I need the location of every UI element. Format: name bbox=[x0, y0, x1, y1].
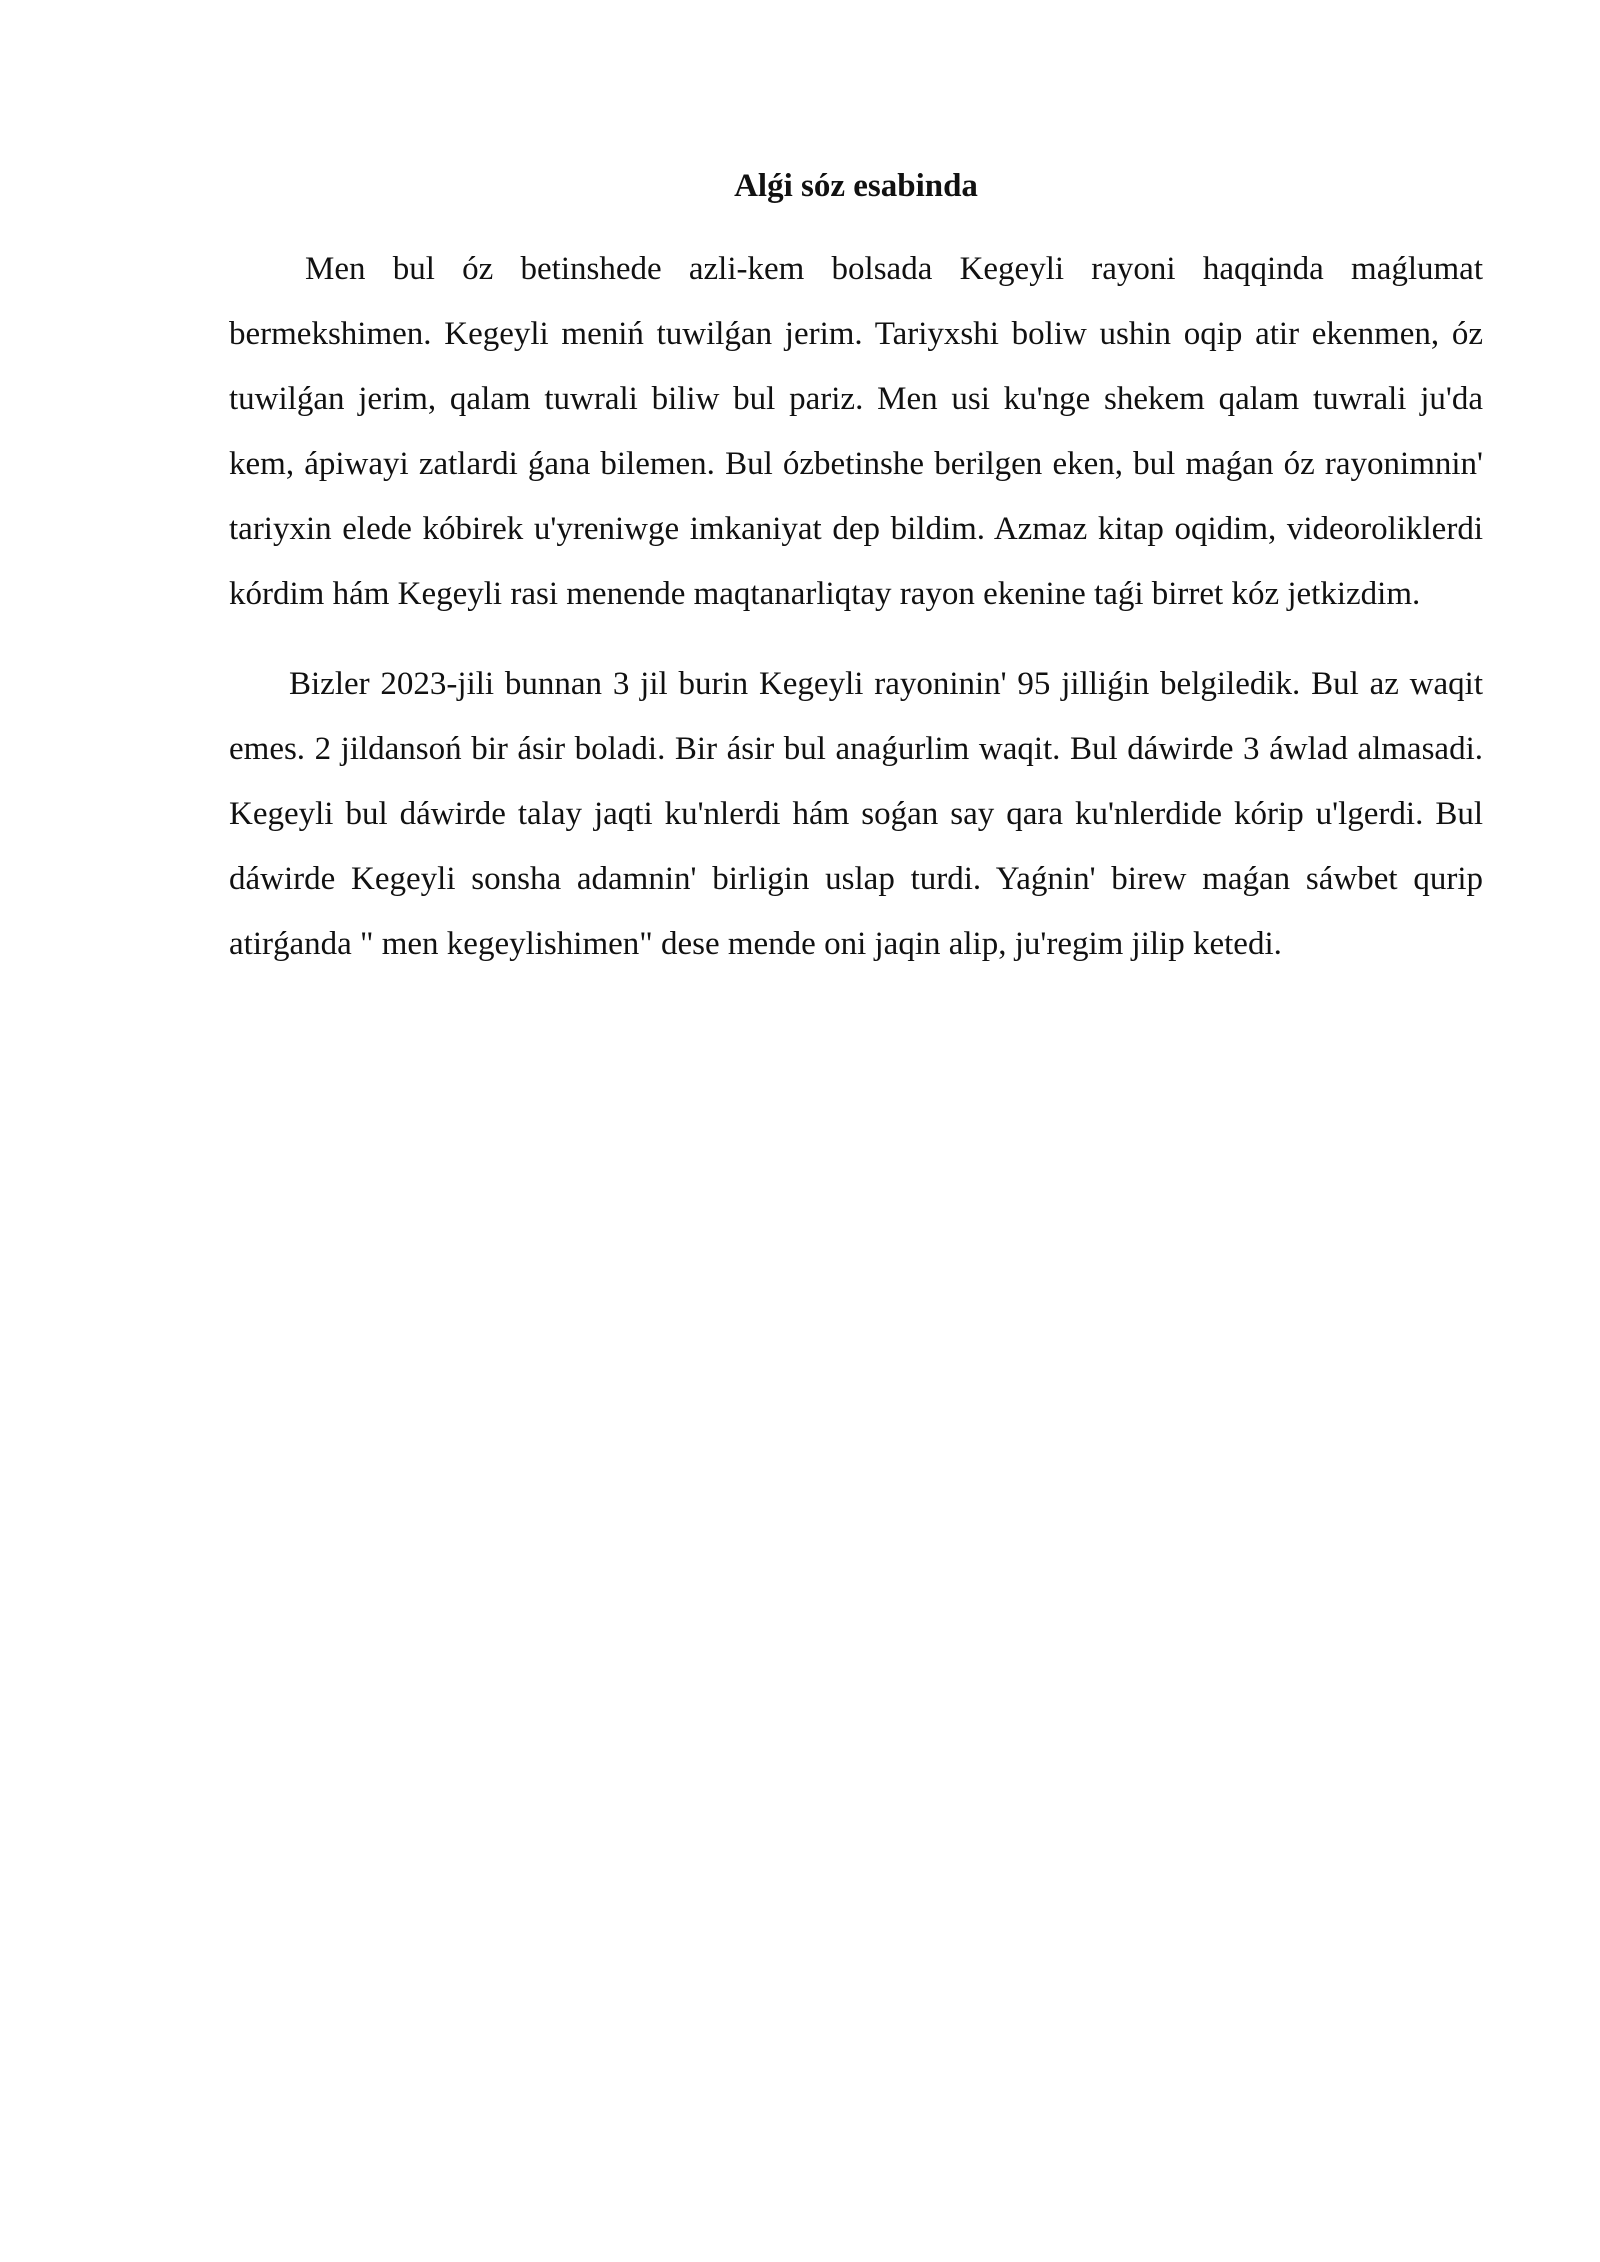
paragraph-1: Men bul óz betinshede azli-kem bolsada Kegeyli rayoni haqqinda maǵlumat bermekshimen. Kegeyli meniń tuwilǵan jerim. Tariyxshi boliw ushin oqip atir ekenmen, óz tuwilǵan jerim, qalam tuwrali biliw bul pariz. Men usi ku'nge shekem qalam tuwrali ju'da kem, ápiwayi zatlardi ǵana bilemen. Bul ózbetinshe berilgen eken, bul maǵan óz rayonimnin' tariyxin elede kóbirek u'yreniwge imkaniyat dep bildim. Azmaz kitap oqidim, videoroliklerdi kórdim hám Kegeyli rasi menende maqtanarliqtay rayon ekenine taǵi birret kóz jetkizdim. bbox=[229, 251, 1483, 612]
document-title: Alǵi sóz esabinda bbox=[734, 168, 978, 204]
document-body bbox=[229, 165, 1483, 1002]
paragraph-2: Bizler 2023-jili bunnan 3 jil burin Kegeyli rayoninin' 95 jilliǵin belgiledik. Bul az waqit emes. 2 jildansoń bir ásir boladi. Bir ásir bul anaǵurlim waqit. Bul dáwirde 3 áwlad almasadi. Kegeyli bul dáwirde talay jaqti ku'nlerdi hám soǵan say qara ku'nlerdide kórip u'lgerdi. Bul dáwirde Kegeyli sonsha adamnin' birligin uslap turdi. Yaǵnin' birew maǵan sáwbet qurip atirǵanda " men kegeylishimen" dese mende oni jaqin alip, ju'regim jilip ketedi. bbox=[229, 666, 1483, 962]
